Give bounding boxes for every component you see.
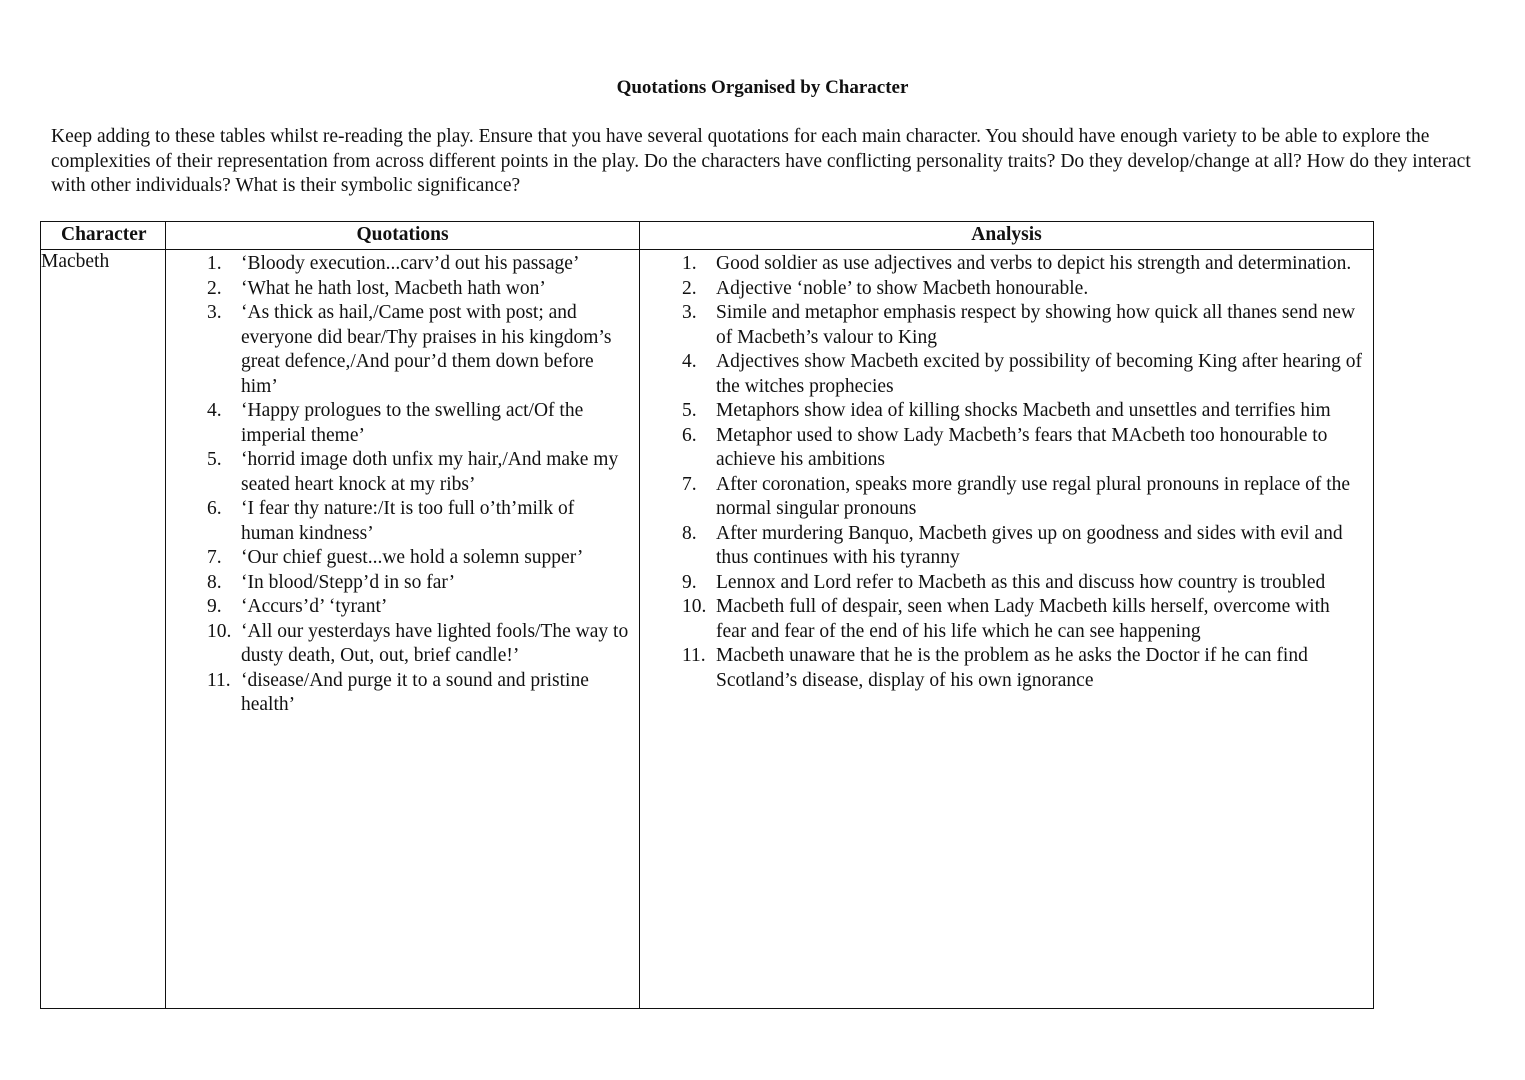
list-item (207, 571, 629, 596)
list-item (207, 497, 629, 546)
list-item (682, 350, 1363, 399)
character-column-header: Character (41, 222, 166, 250)
list-item-number: 5. (682, 400, 697, 421)
list-item (682, 277, 1363, 302)
quotation-text: ‘I fear thy nature:/It is too full o’th’milk of human kindness’ (241, 498, 575, 544)
list-item-number: 7. (682, 473, 697, 495)
list-item-number: 6. (682, 424, 697, 446)
quotation-text: ‘Our chief guest...we hold a solemn supper’ (241, 547, 584, 568)
list-item (682, 252, 1363, 277)
quotation-text: ‘As thick as hail,/Came post with post; and everyone did bear/Thy praises in his kingdom’s great defence,/And pour’d them down before him’ (241, 302, 612, 397)
analysis-text: Adjectives show Macbeth excited by possibility of becoming King after hearing of the witches prophecies (716, 351, 1363, 397)
quotation-text: ‘disease/And purge it to a sound and pristine health’ (241, 669, 589, 715)
list-item-number: 4. (682, 351, 697, 372)
list-item-number: 3. (682, 302, 697, 323)
list-item-number: 6. (207, 498, 222, 519)
quotation-text: ‘Bloody execution...carv’d out his passage’ (241, 253, 580, 274)
quotation-text: ‘In blood/Stepp’d in so far’ (241, 571, 456, 593)
list-item-number: 5. (207, 449, 222, 470)
quotations-table (40, 221, 1374, 1009)
list-item-number: 10. (682, 596, 707, 617)
list-item-number: 9. (207, 596, 222, 617)
analysis-text: Metaphor used to show Lady Macbeth’s fears that MAcbeth too honourable to achieve his ambitions (716, 424, 1328, 470)
list-item (682, 595, 1363, 644)
list-item-number: 11. (207, 669, 231, 691)
list-item (682, 522, 1363, 571)
quotation-text: ‘Happy prologues to the swelling act/Of the imperial theme’ (241, 400, 584, 446)
analysis-text: Good soldier as use adjectives and verbs to depict his strength and determination. (716, 253, 1352, 274)
list-item (682, 424, 1363, 473)
list-item-number: 4. (207, 400, 222, 421)
quotation-text: ‘horrid image doth unfix my hair,/And make my seated heart knock at my ribs’ (241, 449, 619, 495)
analysis-text: Macbeth full of despair, seen when Lady Macbeth kills herself, overcome with fear and fear of the end of his life which he can see happening (716, 596, 1330, 642)
list-item-number: 7. (207, 547, 222, 568)
analysis-text: Adjective ‘noble’ to show Macbeth honourable. (716, 277, 1089, 299)
list-item (682, 399, 1363, 424)
list-item (682, 644, 1363, 693)
list-item (207, 252, 629, 277)
table-header-row (41, 222, 1374, 250)
quotations-list (166, 250, 639, 718)
analysis-list (640, 250, 1373, 693)
table-row (41, 250, 1374, 1009)
list-item (207, 301, 629, 399)
list-item (207, 399, 629, 448)
list-item-number: 3. (207, 302, 222, 323)
analysis-text: Simile and metaphor emphasis respect by showing how quick all thanes send new of Macbeth’s valour to King (716, 302, 1356, 348)
analysis-text: After coronation, speaks more grandly use regal plural pronouns in replace of the normal singular pronouns (716, 473, 1351, 519)
analysis-column-header: Analysis (640, 222, 1374, 250)
analysis-text: Macbeth unaware that he is the problem as he asks the Doctor if he can find Scotland’s disease, display of his own ignorance (716, 645, 1308, 691)
quotation-text: ‘Accurs’d’ ‘tyrant’ (241, 596, 388, 617)
list-item-number: 10. (207, 620, 232, 642)
list-item (682, 473, 1363, 522)
analysis-cell (640, 250, 1374, 1009)
analysis-text: Lennox and Lord refer to Macbeth as this and discuss how country is troubled (716, 571, 1326, 593)
list-item (207, 620, 629, 669)
list-item-number: 8. (207, 571, 222, 593)
list-item-number: 1. (207, 253, 222, 274)
character-name-cell: Macbeth (41, 250, 166, 1009)
list-item-number: 9. (682, 571, 697, 593)
analysis-text: Metaphors show idea of killing shocks Macbeth and unsettles and terrifies him (716, 400, 1331, 421)
list-item-number: 8. (682, 522, 697, 544)
page-title: Quotations Organised by Character (616, 77, 909, 98)
list-item (207, 277, 629, 302)
list-item (207, 546, 629, 571)
analysis-text: After murdering Banquo, Macbeth gives up on goodness and sides with evil and thus continues with his tyranny (716, 522, 1343, 568)
list-item (207, 595, 629, 620)
list-item-number: 1. (682, 253, 697, 274)
list-item (682, 571, 1363, 596)
intro-paragraph: Keep adding to these tables whilst re-reading the play. Ensure that you have several quotations for each main character. You should have enough variety to be able to explore the complexities of their representation from across different points in the play. Do the characters have conflicting personality traits? Do they develop/change at all? How do they interact with other individuals? What is their symbolic significance? (51, 126, 1471, 196)
list-item (207, 448, 629, 497)
list-item-number: 2. (207, 277, 222, 299)
quotations-cell (166, 250, 640, 1009)
list-item-number: 2. (682, 277, 697, 299)
quotations-column-header: Quotations (166, 222, 640, 250)
list-item (207, 669, 629, 718)
quotation-text: ‘What he hath lost, Macbeth hath won’ (241, 277, 546, 299)
quotation-text: ‘All our yesterdays have lighted fools/The way to dusty death, Out, out, brief candle!’ (241, 620, 629, 666)
list-item (682, 301, 1363, 350)
list-item-number: 11. (682, 645, 706, 666)
